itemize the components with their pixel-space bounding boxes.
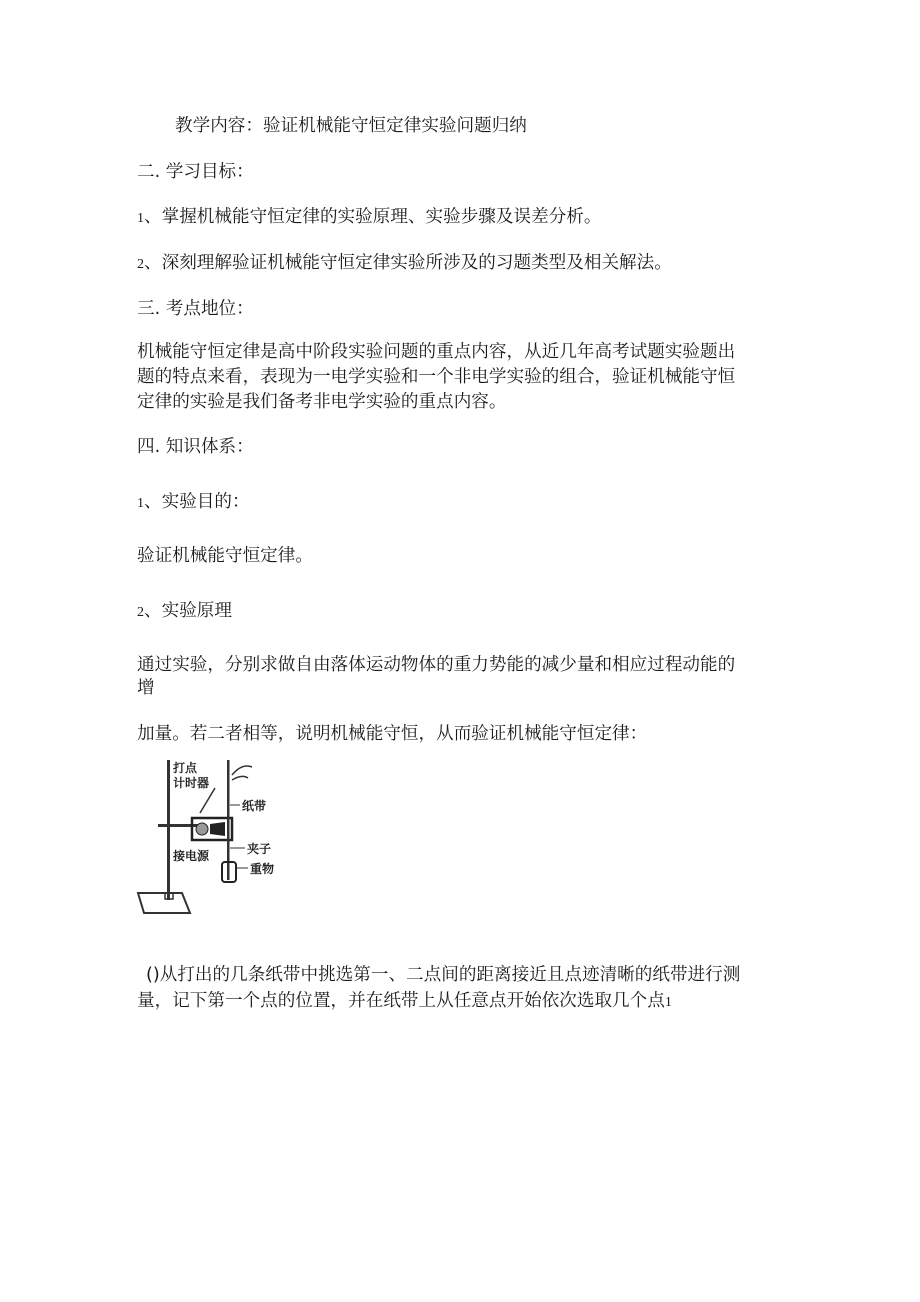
principle-line-1: 通过实验，分别求做自由落体运动物体的重力势能的减少量和相应过程动能的 (137, 655, 736, 675)
label-clip: 夹子 (247, 842, 272, 856)
item-number: 1 (137, 211, 144, 226)
label-tape: 纸带 (242, 799, 267, 813)
principle-line-2: 增 (137, 678, 155, 698)
goal-item-1 (137, 205, 601, 231)
subheading-label: 、实验目的： (144, 492, 250, 512)
purpose-text: 验证机械能守恒定律。 (137, 546, 313, 566)
step-line-2 (137, 989, 672, 1015)
document-title: 教学内容：验证机械能守恒定律实验问题归纳 (175, 116, 527, 136)
experiment-apparatus-figure (130, 750, 290, 920)
label-power: 接电源 (173, 849, 210, 863)
hand-icon (232, 766, 252, 780)
label-timer-1: 打点 (173, 761, 198, 775)
subheading-principle (137, 599, 232, 625)
stand-base (138, 893, 190, 913)
item-number: 1 (137, 496, 144, 511)
subheading-label: 、实验原理 (144, 601, 232, 621)
section-heading-position: 三. 考点地位： (137, 299, 254, 319)
paragraph-line: 题的特点来看，表现为一电学实验和一个非电学实验的组合，验证机械能守恒 (137, 367, 736, 387)
paragraph-line: 机械能守恒定律是高中阶段实验问题的重点内容，从近几年高考试题实验题出 (137, 342, 736, 362)
step-text: 量，记下第一个点的位置，并在纸带上从任意点开始依次选取几个点 (137, 991, 665, 1011)
paragraph-line: 定律的实验是我们备考非电学实验的重点内容。 (137, 392, 507, 412)
step-line-1: ()从打出的几条纸带中挑选第一、二点间的距离接近且点迹清晰的纸带进行测 (146, 965, 741, 985)
step-footnote: 1 (664, 995, 672, 1010)
stand-rod (167, 760, 170, 900)
subheading-purpose (137, 490, 250, 516)
label-weight: 重物 (250, 862, 275, 876)
item-number: 2 (137, 257, 144, 272)
principle-line-3: 加量。若二者相等，说明机械能守恒，从而验证机械能守恒定律： (137, 724, 648, 744)
position-paragraph (137, 340, 787, 415)
goal-item-2 (137, 251, 672, 277)
section-heading-knowledge: 四. 知识体系： (137, 437, 254, 457)
section-heading-goals: 二. 学习目标： (137, 162, 254, 182)
item-text: 、掌握机械能守恒定律的实验原理、实验步骤及误差分析。 (144, 207, 602, 227)
item-number: 2 (137, 605, 144, 620)
label-timer-2: 计时器 (173, 776, 210, 790)
item-text: 、深刻理解验证机械能守恒定律实验所涉及的习题类型及相关解法。 (144, 253, 672, 273)
